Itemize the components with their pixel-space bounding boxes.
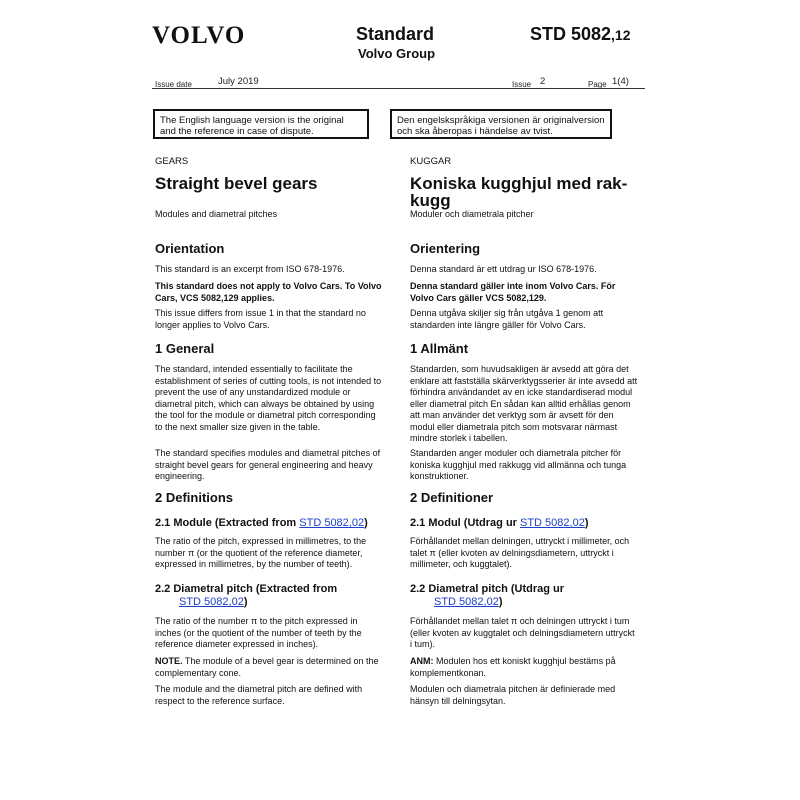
def-pitch-heading-sv: 2.2 Diametral pitch (Utdrag ur STD 5082,02)	[410, 583, 565, 608]
general-p1-sv: Standarden, som huvudsakligen är avsedd att göra det enklare att fastställa skärverktygsserier är inte avsedd att förhindra användandet av en icke standardiserad modul eller diametral pitch En sådan kan alltid erhållas genom att man använder det verktyg som är avsett för den modul eller diametrala pitch som motsvarar närmast mindre storlek i tabellen.	[410, 364, 638, 443]
orientation-p2-sv: Denna standard gäller inte inom Volvo Cars. För Volvo Cars gäller VCS 5082,129.	[410, 281, 616, 303]
subtitle-sv: Moduler och diametrala pitcher	[410, 209, 534, 219]
doc-type-title: Standard	[356, 24, 435, 44]
definitions-heading-en: 2 Definitions	[155, 490, 234, 505]
doc-owner: Volvo Group	[358, 46, 436, 61]
orientation-heading-sv: Orientering	[410, 241, 481, 256]
title-sv: Koniska kugghjul med rak-kugg	[410, 174, 628, 210]
category-sv: KUGGAR	[410, 156, 452, 167]
issue-date: July 2019	[218, 76, 259, 87]
category-en: GEARS	[155, 156, 189, 167]
notice-box-en: The English language version is the original and the reference in case of dispute.	[153, 109, 369, 139]
page-number: 1(4)	[612, 76, 629, 87]
definitions-heading-sv: 2 Definitioner	[410, 490, 494, 505]
title-en: Straight bevel gears	[155, 174, 318, 193]
def-module-heading-en: 2.1 Module (Extracted from STD 5082,02)	[155, 517, 368, 529]
orientation-p3-en: This issue differs from issue 1 in that the standard no longer applies to Volvo Cars.	[155, 308, 366, 330]
orientation-p2-en: This standard does not apply to Volvo Cars. To Volvo Cars, VCS 5082,129 applies.	[155, 281, 382, 303]
orientation-p1-sv: Denna standard är ett utdrag ur ISO 678-1976.	[410, 264, 597, 274]
page-label: Page	[588, 80, 607, 89]
def-pitch-text-en: The ratio of the number π to the pitch expressed in inches (or the quotient of the number of teeth by the reference diameter expressed in inches).	[155, 616, 362, 649]
std-link-pitch-sv[interactable]: STD 5082,02	[434, 596, 499, 608]
std-link-pitch-en[interactable]: STD 5082,02	[179, 596, 244, 608]
general-heading-sv: 1 Allmänt	[410, 341, 469, 356]
standard-number: STD 5082,12	[530, 24, 631, 44]
def-pitch-heading-en: 2.2 Diametral pitch (Extracted from STD 5082,02)	[155, 583, 338, 608]
general-p1-en: The standard, intended essentially to facilitate the establishment of series of cutting tools, is not intended to prevent the use of any unstandardized module or diametral pitch, which can always be obtained by using the tool for the module or diametral pitch corresponding to the next smaller size given in the table.	[155, 364, 382, 432]
general-heading-en: 1 General	[155, 341, 215, 356]
orientation-p1-en: This standard is an excerpt from ISO 678-1976.	[155, 264, 345, 274]
volvo-logo: VOLVO	[152, 22, 246, 49]
note-sv: ANM: Modulen hos ett koniskt kugghjul bestäms på komplementkonan.	[410, 656, 616, 678]
final-p-en: The module and the diametral pitch are defined with respect to the reference surface.	[155, 684, 363, 706]
issue-label: Issue	[512, 80, 532, 89]
orientation-p3-sv: Denna utgåva skiljer sig från utgåva 1 genom att standarden inte längre gäller för Volvo Cars.	[410, 308, 604, 330]
notice-box-sv: Den engelskspråkiga versionen är originalversion och ska åberopas i händelse av tvist.	[390, 109, 612, 139]
subtitle-en: Modules and diametral pitches	[155, 209, 278, 219]
general-p2-en: The standard specifies modules and diametral pitches of straight bevel gears for general engineering and heavy engineering.	[155, 448, 381, 481]
std-link-module-en[interactable]: STD 5082,02	[299, 517, 365, 529]
issue-number: 2	[540, 76, 546, 87]
orientation-heading-en: Orientation	[155, 241, 225, 256]
def-pitch-text-sv: Förhållandet mellan talet π och delningen uttryckt i tum (eller kvoten av kuggtalet och delningsdiametern uttryckt i tum).	[410, 616, 635, 649]
header-divider	[152, 88, 645, 89]
def-module-text-en: The ratio of the pitch, expressed in millimetres, to the number π (or the quotient of the reference diameter, expressed in millimetres, by the number of teeth).	[155, 536, 367, 569]
def-module-text-sv: Förhållandet mellan delningen, uttryckt i millimeter, och talet π (eller kvoten av delningsdiametern, uttryckt i millimeter, och kuggtalet).	[410, 536, 630, 569]
std-link-module-sv[interactable]: STD 5082,02	[520, 517, 585, 529]
note-en: NOTE. The module of a bevel gear is determined on the complementary cone.	[155, 656, 379, 678]
issue-date-label: Issue date	[155, 80, 192, 89]
def-module-heading-sv: 2.1 Modul (Utdrag ur STD 5082,02)	[410, 517, 589, 529]
final-p-sv: Modulen och diametrala pitchen är definierade med hänsyn till delningsytan.	[410, 684, 616, 706]
general-p2-sv: Standarden anger moduler och diametrala pitcher för koniska kugghjul med rakkugg vid allmänna och tunga konstruktioner.	[410, 448, 627, 481]
